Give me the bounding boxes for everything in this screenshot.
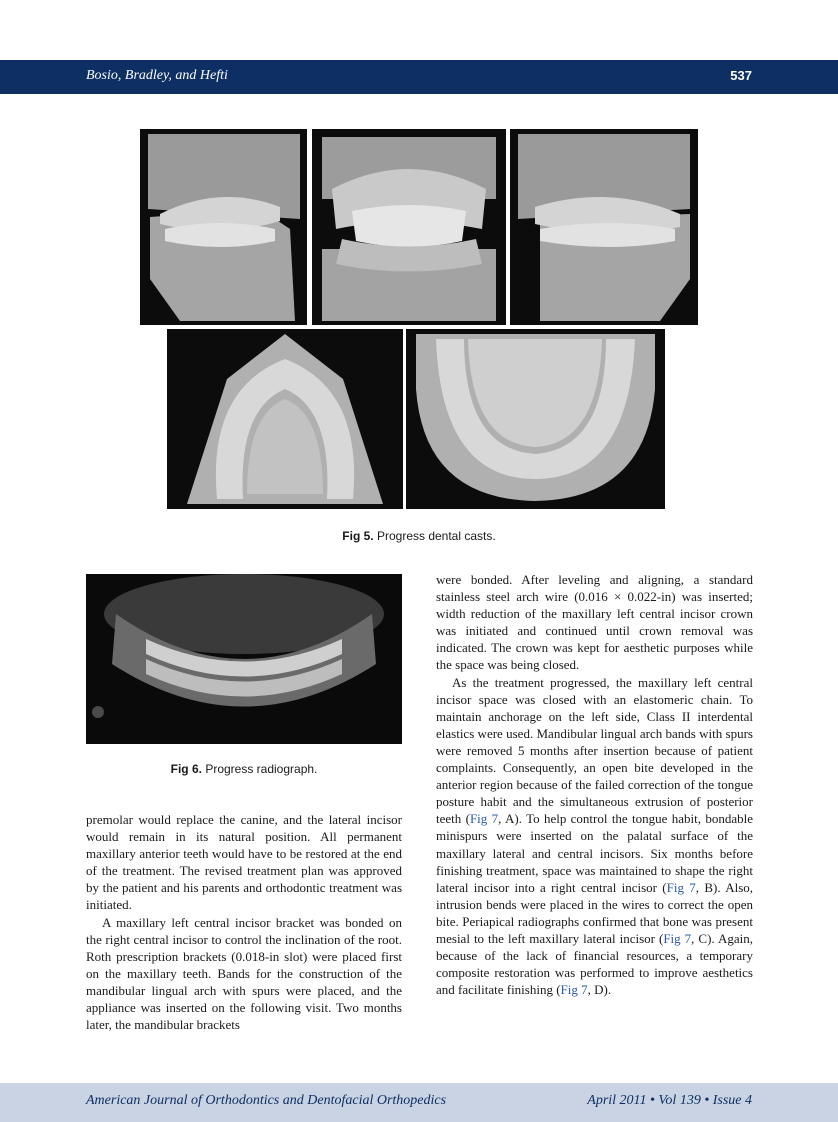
page-number: 537 xyxy=(730,68,752,83)
figure-7-reference-link[interactable]: Fig 7 xyxy=(663,930,692,946)
figure-6-caption-text: Progress radiograph. xyxy=(205,762,318,776)
panoramic-radiograph xyxy=(86,574,402,744)
paragraph: premolar would replace the canine, and the lateral incisor would remain in its natural position. All permanent maxillary anterior teeth would have to be restored at the end of the treatment. The revised treatment plan was approved by the patient and his parents and orthodontic treatment was initiated. xyxy=(86,812,402,913)
figure-5-caption-text: Progress dental casts. xyxy=(376,529,496,543)
figure-7-reference-link[interactable]: Fig 7 xyxy=(469,811,499,827)
paragraph: A maxillary left central incisor bracket was bonded on the right central incisor to control the inclination of the root. Roth prescription brackets (0.018-in slot) were placed first on the maxillary teeth. Bands for the construction of the mandibular lingual arch with spurs were placed, and the appliance was inserted on the following visit. Two months later, the mandibular brackets xyxy=(86,914,402,1033)
cast-photo-frontal xyxy=(312,129,506,325)
text-run: , C). Again, because of the lack of financial resources, a temporary composite restoration was performed to improve aesthetics and facilitate finishing ( xyxy=(436,930,753,998)
cast-photo-mandibular-occlusal xyxy=(406,329,665,509)
figure-5-caption xyxy=(0,529,838,543)
figure-7-reference-link[interactable]: Fig 7 xyxy=(560,982,588,998)
page-header xyxy=(0,60,838,94)
figure-6-label: Fig 6. xyxy=(170,762,202,776)
figure-5-label: Fig 5. xyxy=(342,529,374,543)
issue-info: April 2011 • Vol 139 • Issue 4 xyxy=(587,1093,752,1108)
text-run: , B). Also, intrusion bends were placed in the wires to correct the open bite. Periapical radiographs confirmed that bone was present mesial to the left maxillary lateral incisor ( xyxy=(436,879,754,946)
cast-photo-right-lateral xyxy=(140,129,307,325)
figure-7-reference-link[interactable]: Fig 7 xyxy=(666,879,696,895)
cast-photo-left-lateral xyxy=(510,129,698,325)
text-run: , A). To help control the tongue habit, bondable minispurs were inserted on the palatal surface of the maxillary lateral and central incisors. Six months before finishing treatment, space was maintained to shape the right lateral incisor into a right central incisor ( xyxy=(436,811,753,895)
page-footer xyxy=(0,1083,838,1122)
journal-title: American Journal of Orthodontics and Dentofacial Orthopedics xyxy=(86,1093,447,1108)
left-column-text xyxy=(86,811,402,1033)
text-run: , D). xyxy=(587,982,612,998)
cast-photo-maxillary-occlusal xyxy=(167,329,403,509)
text-run: As the treatment progressed, the maxillary left central incisor space was closed with an elastomeric chain. To maintain anchorage on the left side, Class II interdental elastics were used. Mandibular lingual arch bands with spurs were removed 5 months after insertion because of patient complaints. Consequently, an open bite developed in the anterior region because of the failed correction of the tongue posture habit and the simultaneous extrusion of posterior teeth ( xyxy=(436,674,753,827)
figure-6-caption xyxy=(86,762,402,776)
paragraph xyxy=(436,674,753,999)
right-column-text xyxy=(436,571,753,998)
running-head-authors: Bosio, Bradley, and Hefti xyxy=(86,68,228,83)
paragraph: were bonded. After leveling and aligning, a standard stainless steel arch wire (0.016 × 0.022-in) was inserted; width reduction of the maxillary left central incisor crown was initiated and continued until crown removal was indicated. The crown was kept for aesthetic purposes while the space was being closed. xyxy=(436,572,753,673)
